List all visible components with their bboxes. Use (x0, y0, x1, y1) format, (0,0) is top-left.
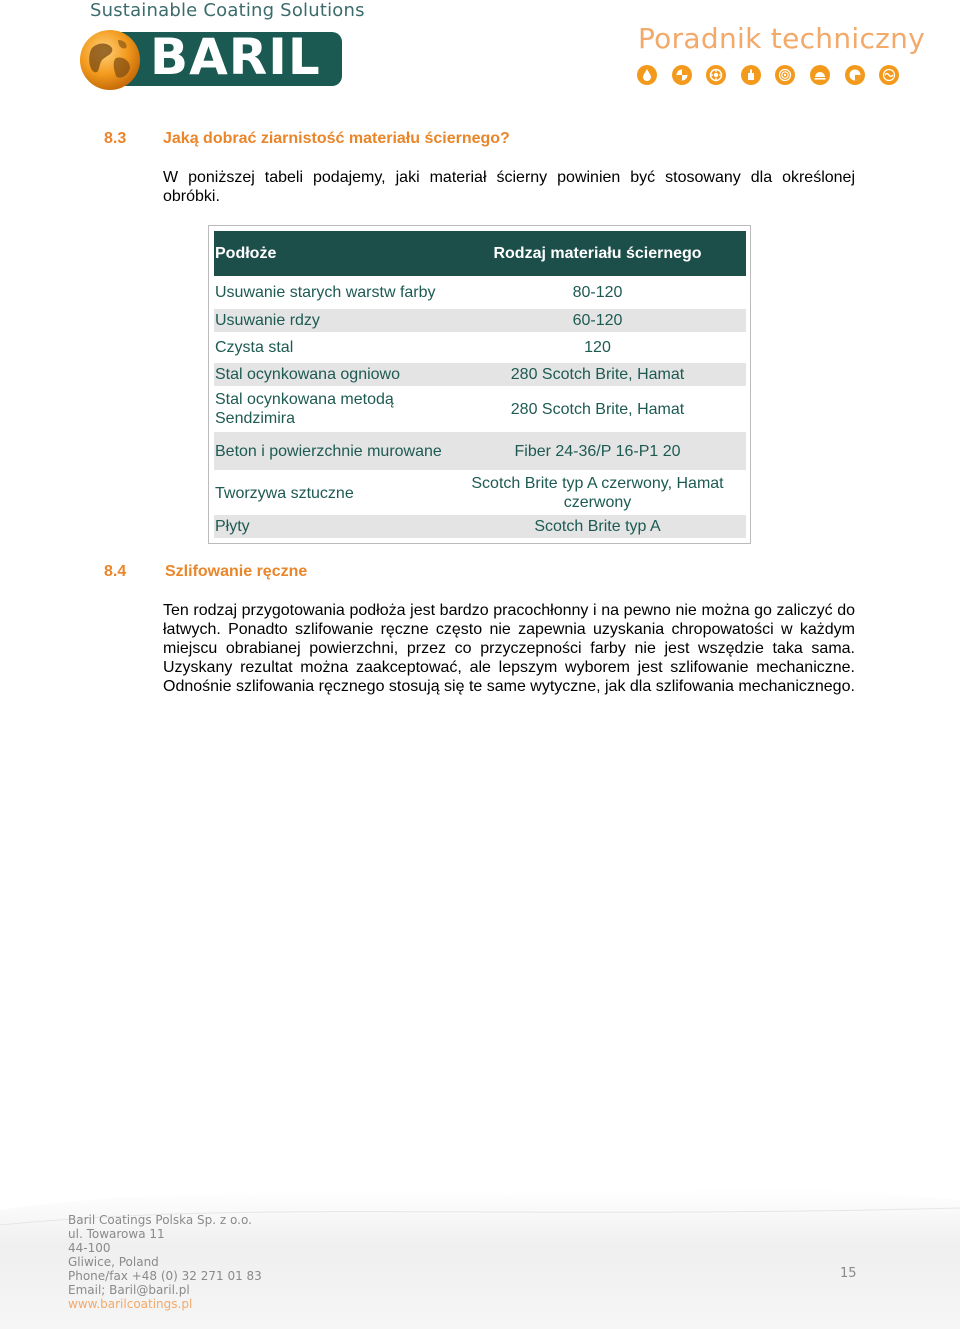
table-cell-abrasive: 80-120 (572, 284, 623, 301)
footer-email[interactable]: Email; Baril@baril.pl (68, 1283, 190, 1297)
baril-logo (78, 28, 344, 92)
table-cell-abrasive: Fiber 24-36/P 16-P1 20 (449, 432, 746, 470)
table-cell-abrasive: 60-120 (449, 309, 746, 332)
target-icon (775, 65, 795, 85)
footer-postal: 44-100 (68, 1241, 111, 1255)
footer-street: ul. Towarowa 11 (68, 1227, 165, 1241)
moon-icon (845, 65, 865, 85)
section-8-4-title: Szlifowanie ręczne (165, 563, 308, 580)
table-cell-abrasive: Scotch Brite typ A (449, 515, 746, 538)
table-cell-substrate: Stal ocynkowana ogniowo (214, 363, 451, 386)
abrasive-table (208, 225, 751, 544)
table-cell-substrate: Tworzywa sztuczne (215, 484, 354, 502)
table-cell-abrasive: 280 Scotch Brite, Hamat (449, 363, 746, 386)
logo-text: BARIL (150, 28, 321, 86)
table-cell-abrasive: Scotch Brite typ A czerwony, Hamat czerwony (471, 475, 724, 511)
wave-icon (879, 65, 899, 85)
footer-city: Gliwice, Poland (68, 1255, 159, 1269)
drop-icon (637, 65, 657, 85)
sun-icon (706, 65, 726, 85)
table-cell-abrasive: 280 Scotch Brite, Hamat (510, 400, 685, 418)
section-8-3-intro: W poniższej tabeli podajemy, jaki materiał ścierny powinien być stosowany dla określonej obróbki. (163, 169, 855, 205)
header-title: Poradnik techniczny (638, 22, 926, 55)
section-8-4-body: Ten rodzaj przygotowania podłoża jest bardzo pracochłonny i na pewno nie można go zaliczyć do łatwych. Ponadto szlifowanie ręczne często nie zapewnia uzyskania chropowatości w każdym miejscu obrabianej powierzchni, przez co przyczepności farby nie jest wszędzie taka sama. Uzyskany rezultat można zaakceptować, ale lepszym wyborem jest szlifowanie mechaniczne. Odnośnie szlifowania ręcznego stosują się te same wytyczne, jak dla szlifowania mechanicznego. (163, 602, 855, 695)
page-number: 15 (840, 1266, 857, 1281)
table-cell-abrasive: 120 (584, 339, 611, 356)
footer-website-link[interactable]: www.barilcoatings.pl (68, 1297, 193, 1311)
table-cell-substrate: Usuwanie rdzy (214, 309, 451, 332)
table-cell-substrate: Płyty (214, 515, 451, 538)
footer-company: Baril Coatings Polska Sp. z o.o. (68, 1213, 252, 1227)
footer-address (68, 1213, 262, 1311)
table-cell-substrate: Beton i powierzchnie murowane (214, 432, 451, 470)
section-8-3-number: 8.3 (104, 130, 127, 147)
header-tagline: Sustainable Coating Solutions (90, 0, 365, 21)
section-8-4-number: 8.4 (104, 563, 127, 580)
category-icons (637, 65, 899, 85)
quarter-circle-icon (672, 65, 692, 85)
paint-bucket-icon (741, 65, 761, 85)
globe-icon (78, 28, 142, 92)
section-8-3-title: Jaką dobrać ziarnistość materiału ściernego? (163, 130, 510, 147)
table-header-abrasive: Rodzaj materiału ściernego (449, 231, 746, 276)
table-cell-substrate: Stal ocynkowana metodą Sendzimira (215, 391, 394, 427)
table-header-substrate: Podłoże (214, 231, 451, 276)
helmet-icon (810, 65, 830, 85)
table-cell-substrate: Czysta stal (215, 339, 294, 356)
footer-phone: Phone/fax +48 (0) 32 271 01 83 (68, 1269, 262, 1283)
table-cell-substrate: Usuwanie starych warstw farby (215, 284, 436, 301)
